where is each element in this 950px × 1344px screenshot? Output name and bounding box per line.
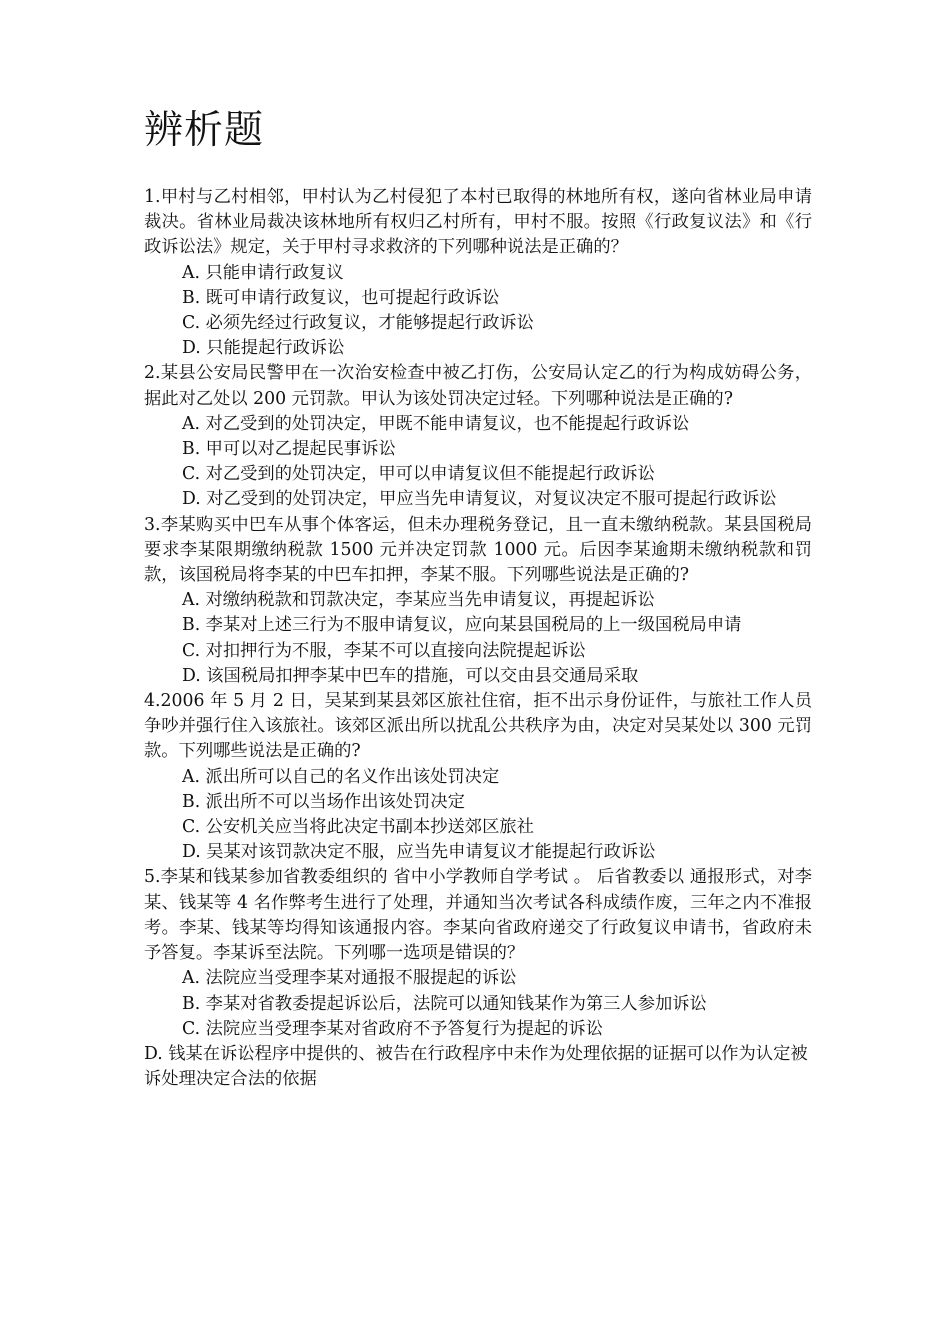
option-b: B. 甲可以对乙提起民事诉讼 [182,439,396,460]
option-a: A. 对缴纳税款和罚款决定，李某应当先申请复议，再提起诉讼 [182,590,655,611]
question-4 [144,689,812,865]
question-stem: 1.甲村与乙村相邻，甲村认为乙村侵犯了本村已取得的林地所有权，遂向省林业局申请裁决。省林业局裁决该林地所有权归乙村所有，甲村不服。按照《行政复议法》和《行政诉讼法》规定，关于甲村寻求救济的下列哪种说法是正确的？ [144,187,812,258]
option-c: C. 公安机关应当将此决定书副本抄送郊区旅社 [182,817,534,838]
option-c: C. 对乙受到的处罚决定，甲可以申请复议但不能提起行政诉讼 [182,464,655,485]
question-1 [144,185,812,361]
question-stem: 2.某县公安局民警甲在一次治安检查中被乙打伤，公安局认定乙的行为构成妨碍公务，据此对乙处以 200 元罚款。甲认为该处罚决定过轻。下列哪种说法是正确的? [144,363,812,409]
option-a: A. 只能申请行政复议 [182,262,344,283]
option-d: D. 对乙受到的处罚决定，甲应当先申请复议，对复议决定不服可提起行政诉讼 [182,489,777,510]
option-d: D. 只能提起行政诉讼 [182,338,345,359]
option-d: D. 该国税局扣押李某中巴车的措施，可以交由县交通局采取 [182,665,639,686]
option-b: B. 李某对省教委提起诉讼后，法院可以通知钱某作为第三人参加诉讼 [182,993,707,1014]
question-3 [144,513,812,689]
question-stem: 4.2006 年 5 月 2 日，吴某到某县郊区旅社住宿，拒不出示身份证件，与旅社工作人员争吵并强行住入该旅社。该郊区派出所以扰乱公共秩序为由，决定对吴某处以 300 元罚款。下列哪些说法是正确的? [144,691,812,762]
page-title: 辨析题 [144,108,265,153]
option-c: C. 法院应当受理李某对省政府不予答复行为提起的诉讼 [182,1018,604,1039]
option-a: A. 派出所可以自己的名义作出该处罚决定 [182,766,500,787]
question-stem: 3.李某购买中巴车从事个体客运，但未办理税务登记，且一直未缴纳税款。某县国税局要求李某限期缴纳税款 1500 元并决定罚款 1000 元。后因李某逾期未缴纳税款和罚款，该国税局将李某的中巴车扣押，李某不服。下列哪些说法是正确的? [144,514,812,586]
question-5 [144,865,812,1092]
question-list [144,185,812,1092]
option-d: D. 钱某在诉讼程序中提供的、被告在行政程序中未作为处理依据的证据可以作为认定被诉处理决定合法的依据 [144,1043,808,1090]
option-b: B. 既可申请行政复议，也可提起行政诉讼 [182,287,500,308]
option-b: B. 李某对上述三行为不服申请复议，应向某县国税局的上一级国税局申请 [182,615,742,636]
option-c: C. 必须先经过行政复议，才能够提起行政诉讼 [182,313,534,334]
option-b: B. 派出所不可以当场作出该处罚决定 [182,791,465,812]
option-d: D. 吴某对该罚款决定不服，应当先申请复议才能提起行政诉讼 [182,842,656,863]
question-2 [144,361,812,512]
question-stem: 5.李某和钱某参加省教委组织的 省中小学教师自学考试 。 后省教委以 通报形式，对李某、钱某等 4 名作弊考生进行了处理，并通知当次考试各科成绩作废，三年之内不准报考。李某、钱某等均得知该通报内容。李某向省政府递交了行政复议申请书，省政府未予答复。李某诉至法院。下列哪一选项是错误的？ [144,867,812,964]
option-a: A. 法院应当受理李某对通报不服提起的诉讼 [182,968,517,989]
option-c: C. 对扣押行为不服，李某不可以直接向法院提起诉讼 [182,640,586,661]
option-a: A. 对乙受到的处罚决定，甲既不能申请复议，也不能提起行政诉讼 [182,413,690,434]
